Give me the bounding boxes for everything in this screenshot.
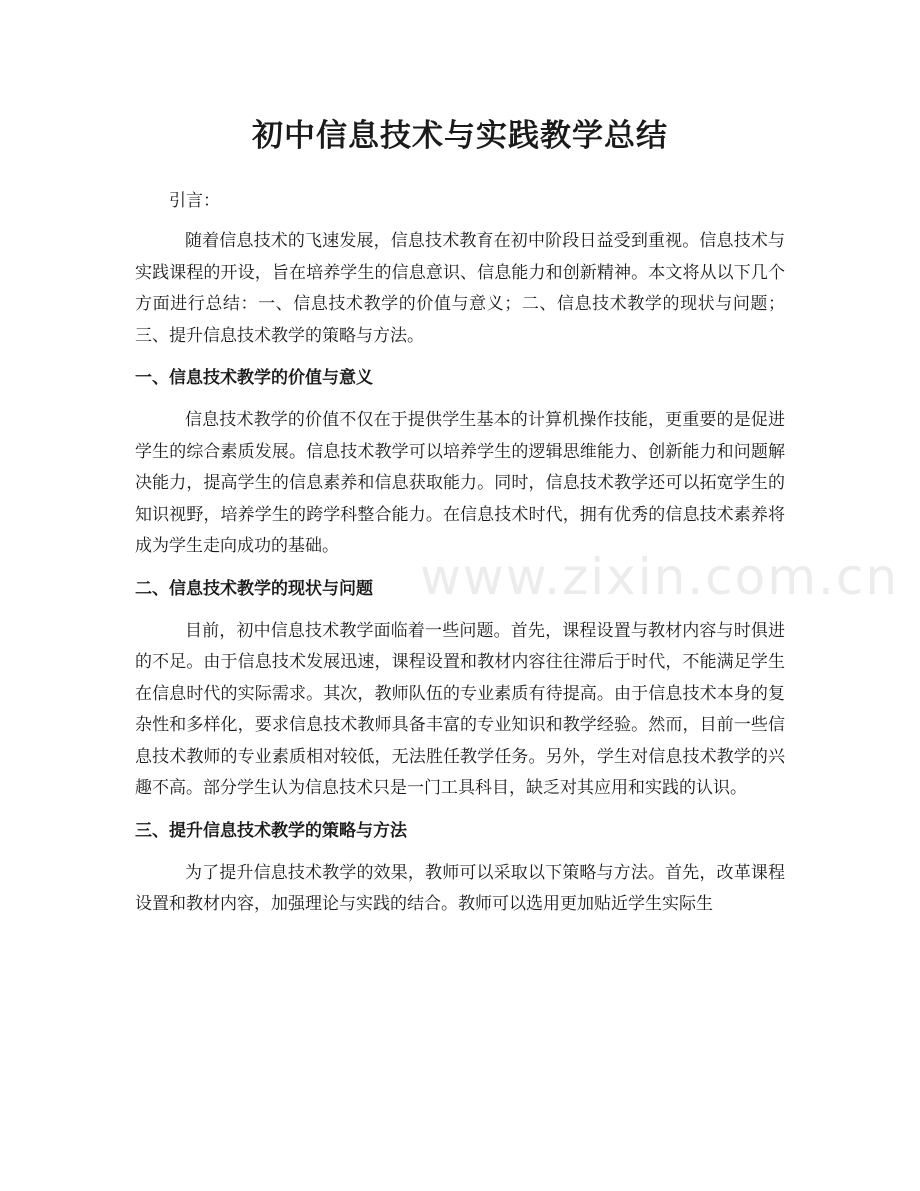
section-heading-1: 一、信息技术教学的价值与意义 xyxy=(135,368,373,388)
document-body xyxy=(135,183,785,932)
watermark: www.zixin.com.cn xyxy=(420,548,900,606)
intro-paragraph: 随着信息技术的飞速发展，信息技术教育在初中阶段日益受到重视。信息技术与实践课程的开设，旨在培养学生的信息意识、信息能力和创新精神。本文将从以下几个方面进行总结：一、信息技术教学的价值与意义；二、信息技术教学的现状与问题；三、提升信息技术教学的策略与方法。 xyxy=(135,231,785,346)
section-heading-3: 三、提升信息技术教学的策略与方法 xyxy=(135,820,407,841)
document-title: 初中信息技术与实践教学总结 xyxy=(252,118,668,154)
section-paragraph-3: 为了提升信息技术教学的效果，教师可以采取以下策略与方法。首先，改革课程设置和教材内容，加强理论与实践的结合。教师可以选用更加贴近学生实际生 xyxy=(135,862,785,914)
section-heading-2: 二、信息技术教学的现状与问题 xyxy=(135,578,373,599)
intro-label: 引言： xyxy=(169,191,220,211)
section-paragraph-1: 信息技术教学的价值不仅在于提供学生基本的计算机操作技能，更重要的是促进学生的综合素质发展。信息技术教学可以培养学生的逻辑思维能力、创新能力和问题解决能力，提高学生的信息素养和信息获取能力。同时，信息技术教学还可以拓宽学生的知识视野，培养学生的跨学科整合能力。在信息技术时代，拥有优秀的信息技术素养将成为学生走向成功的基础。 xyxy=(135,410,785,556)
section-paragraph-2: 目前，初中信息技术教学面临着一些问题。首先，课程设置与教材内容与时俱进的不足。由于信息技术发展迅速，课程设置和教材内容往往滞后于时代，不能满足学生在信息时代的实际需求。其次，教师队伍的专业素质有待提高。由于信息技术本身的复杂性和多样化，要求信息技术教师具备丰富的专业知识和教学经验。然而，目前一些信息技术教师的专业素质相对较低，无法胜任教学任务。另外，学生对信息技术教学的兴趣不高。部分学生认为信息技术只是一门工具科目，缺乏对其应用和实践的认识。 xyxy=(135,620,785,798)
